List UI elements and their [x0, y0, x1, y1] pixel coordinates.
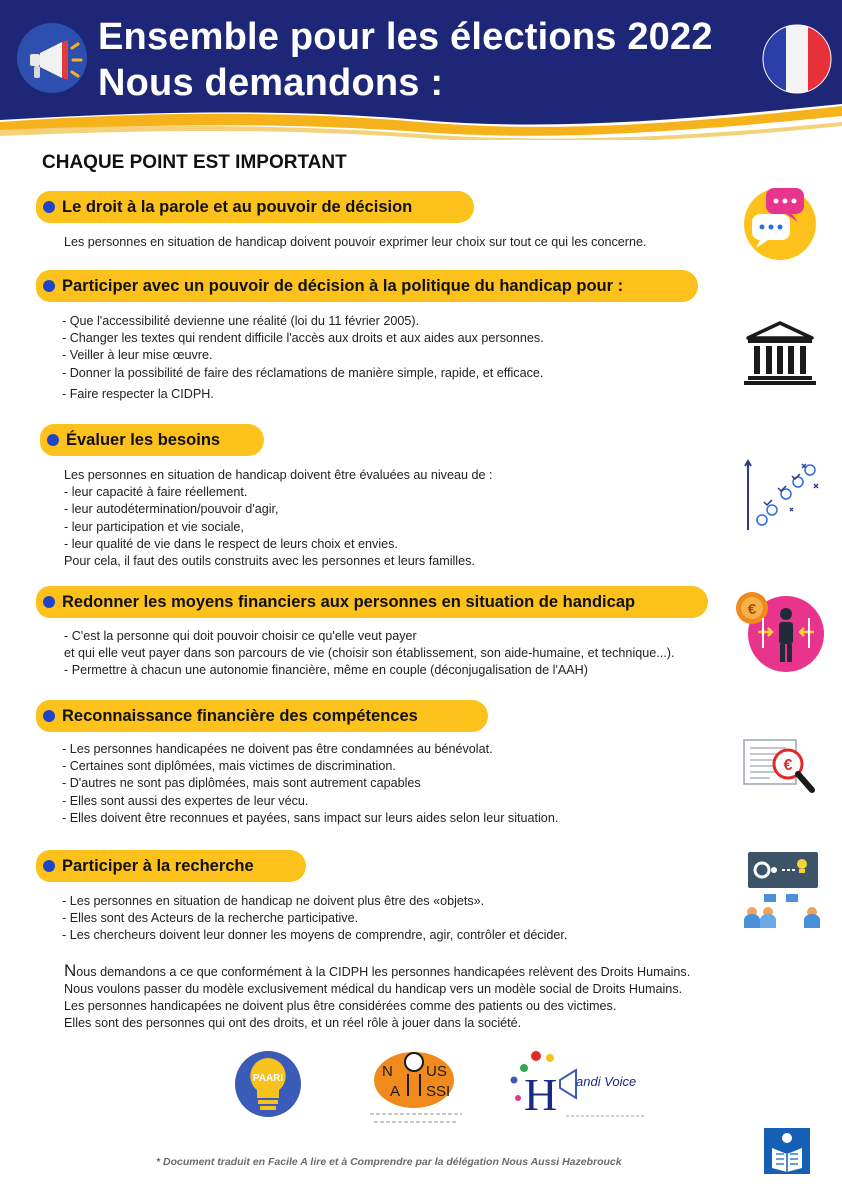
section-heading-research	[36, 850, 306, 882]
section-line: Pour cela, il faut des outils construits avec les personnes et leurs familles.	[64, 553, 475, 568]
section-line: - leur capacité à faire réellement.	[64, 485, 248, 500]
closing-line: Nous voulons passer du modèle exclusivement médical du handicap vers un modèle social de Droits Humains.	[64, 982, 683, 996]
section-body-needs	[64, 467, 493, 570]
section-line: Les personnes en situation de handicap doivent pouvoir exprimer leur choix sur tout ce qui les concerne.	[64, 235, 647, 249]
footnote: * Document traduit en Facile A lire et à Comprendre par la délégation Nous Aussi Hazebrouck	[156, 1156, 622, 1168]
closing-first-letter: N	[64, 961, 77, 980]
header-title-line2: Nous demandons :	[98, 62, 444, 104]
section-line: - Les chercheurs doivent leur donner les moyens de comprendre, agir, contrôler et décider.	[62, 928, 568, 943]
handi-voice-logo	[506, 1050, 656, 1122]
section-heading-speech	[36, 191, 474, 223]
section-line: Les personnes en situation de handicap doivent être évaluées au niveau de :	[64, 468, 493, 482]
paari-logo	[230, 1050, 306, 1118]
section-heading-policy	[36, 270, 698, 302]
nous-aussi-bottom-text: A	[390, 1083, 401, 1100]
section-line: - Certaines sont diplômées, mais victimes de discrimination.	[62, 759, 396, 774]
svg-text:€: €	[747, 601, 757, 618]
section-body-skills	[62, 741, 558, 827]
section-line: - Elles sont des Acteurs de la recherche participative.	[62, 911, 359, 926]
section-line: - Donner la possibilité de faire des réclamations de manière simple, rapide, et efficace.	[62, 365, 544, 380]
page-subtitle: CHAQUE POINT EST IMPORTANT	[42, 152, 347, 173]
bullet-dot	[43, 280, 55, 292]
handi-voice-h: H	[524, 1069, 558, 1120]
section-line: - Elles doivent être reconnues et payées, sans impact sur leurs aides selon leur situation.	[62, 810, 559, 825]
section-title: Participer avec un pouvoir de décision à la politique du handicap pour :	[62, 276, 624, 295]
section-body-research	[62, 893, 567, 945]
handi-voice-text: andi Voice	[576, 1074, 637, 1089]
section-body-policy	[62, 313, 544, 403]
euro-magnifier-document-icon	[742, 738, 818, 796]
section-line: - Veiller à leur mise œuvre.	[62, 348, 213, 363]
section-line: - D'autres ne sont pas diplômées, mais sont autrement capables	[62, 776, 421, 791]
bullet-dot	[47, 434, 59, 446]
section-title: Le droit à la parole et au pouvoir de décision	[62, 197, 413, 216]
header-banner	[0, 0, 842, 140]
french-flag-icon	[762, 24, 832, 94]
section-body-finance	[64, 628, 674, 680]
section-title: Évaluer les besoins	[66, 430, 221, 449]
nous-aussi-bottom-text-2: SSI	[426, 1083, 451, 1100]
bullet-dot	[43, 201, 55, 213]
nous-aussi-top-text: N	[382, 1063, 393, 1080]
header-title	[98, 14, 713, 106]
bullet-dot	[43, 860, 55, 872]
section-line: - Les personnes en situation de handicap ne doivent plus être des «objets».	[62, 894, 485, 908]
speech-bubbles-icon	[740, 184, 820, 260]
section-line: et qui elle veut payer dans son parcours de vie (choisir son établissement, son aide-humaine, et technique...).	[64, 646, 675, 661]
section-line: - C'est la personne qui doit pouvoir choisir ce qu'elle veut payer	[64, 629, 417, 643]
section-line: - leur participation et vie sociale,	[64, 519, 244, 534]
evaluation-chart-icon	[742, 458, 822, 532]
megaphone-icon	[16, 22, 88, 94]
nous-aussi-top-text-2: US	[426, 1063, 447, 1080]
svg-text:€: €	[783, 757, 793, 774]
header-title-line1: Ensemble pour les élections 2022	[98, 16, 713, 58]
government-building-icon	[744, 320, 816, 386]
closing-line: ous demandons a ce que conformément à la CIDPH les personnes handicapées relèvent des Droits Humains.	[76, 965, 691, 979]
person-euro-icon	[734, 588, 826, 674]
section-body-speech	[64, 234, 646, 251]
section-line: - Changer les textes qui rendent difficile l'accès aux droits et aux aides aux personnes.	[62, 331, 544, 346]
section-line: - Les personnes handicapées ne doivent pas être condamnées au bénévolat.	[62, 742, 493, 756]
section-line: - Que l'accessibilité devienne une réalité (loi du 11 février 2005).	[62, 314, 420, 328]
section-line: - Permettre à chacun une autonomie financière, même en couple (déconjugalisation de l'AAH)	[64, 663, 588, 678]
research-team-icon	[742, 850, 822, 930]
bullet-dot	[43, 710, 55, 722]
closing-statement	[64, 962, 690, 1033]
section-title: Reconnaissance financière des compétences	[62, 706, 418, 725]
section-line: - leur autodétermination/pouvoir d'agir,	[64, 502, 279, 517]
section-title: Participer à la recherche	[62, 856, 254, 875]
section-title: Redonner les moyens financiers aux personnes en situation de handicap	[62, 592, 636, 611]
section-line: - leur qualité de vie dans le respect de leurs choix et envies.	[64, 536, 398, 551]
facile-a-lire-icon	[764, 1128, 810, 1174]
bullet-dot	[43, 596, 55, 608]
closing-line: Les personnes handicapées ne doivent plus être considérées comme des patients ou des victimes.	[64, 999, 617, 1014]
section-heading-skills	[36, 700, 488, 732]
section-line: - Faire respecter la CIDPH.	[62, 386, 214, 401]
section-heading-needs	[40, 424, 264, 456]
section-heading-finance	[36, 586, 708, 618]
paari-logo-text: PAARI	[252, 1073, 284, 1084]
closing-line: Elles sont des personnes qui ont des droits, et un réel rôle à jouer dans la société.	[64, 1016, 522, 1031]
section-line: - Elles sont aussi des expertes de leur vécu.	[62, 793, 309, 808]
nous-aussi-logo	[366, 1044, 466, 1128]
